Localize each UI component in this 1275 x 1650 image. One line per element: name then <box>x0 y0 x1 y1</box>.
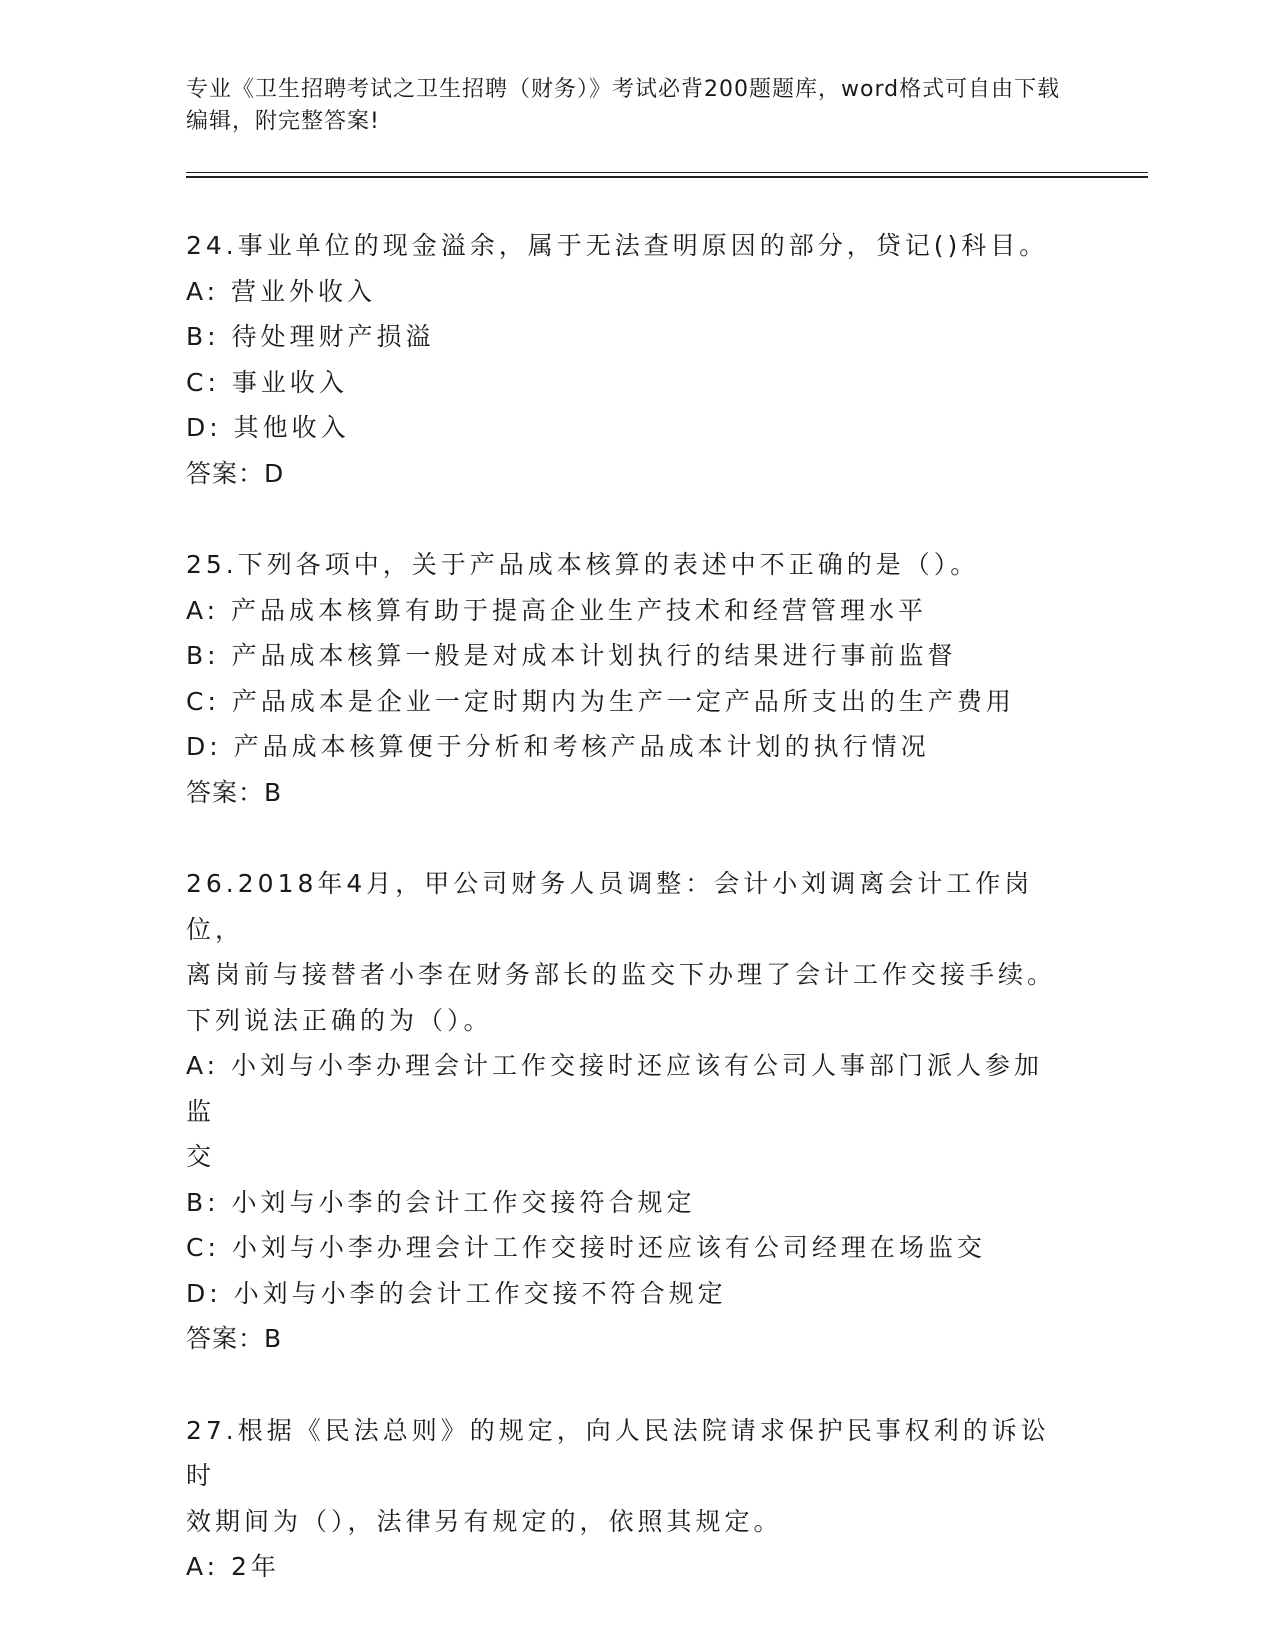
answer-line: 答案：B <box>186 1324 283 1353</box>
option-d: D: 小刘与小李的会计工作交接不符合规定 <box>186 1278 727 1308</box>
question-stem: 25.下列各项中，关于产品成本核算的表述中不正确的是（）。 <box>186 550 980 579</box>
document-header: 专业《卫生招聘考试之卫生招聘（财务）》考试必背200题题库，word格式可自由下载编辑，附完整答案! <box>186 77 1061 134</box>
question-stem-line-1: 27.根据《民法总则》的规定，向人民法院请求保护民事权利的诉讼时 <box>186 1415 1050 1490</box>
option-c: C: 产品成本是企业一定时期内为生产一定产品所支出的生产费用 <box>186 686 1015 716</box>
question-list <box>186 223 1066 1636</box>
option-a: A: 产品成本核算有助于提高企业生产技术和经营管理水平 <box>186 595 928 625</box>
question-26 <box>186 861 1066 1362</box>
option-d: D: 产品成本核算便于分析和考核产品成本计划的执行情况 <box>186 732 930 761</box>
question-stem-line-3: 下列说法正确的为（）。 <box>186 1005 493 1035</box>
option-a: A: 2年 <box>186 1552 280 1581</box>
question-24 <box>186 223 1066 496</box>
option-c: C: 事业收入 <box>186 367 348 397</box>
option-b: B: 产品成本核算一般是对成本计划执行的结果进行事前监督 <box>186 641 957 670</box>
option-b: B: 小刘与小李的会计工作交接符合规定 <box>186 1187 696 1217</box>
option-c: C: 小刘与小李办理会计工作交接时还应该有公司经理在场监交 <box>186 1233 986 1262</box>
question-stem: 24.事业单位的现金溢余，属于无法查明原因的部分，贷记()科目。 <box>186 231 1049 260</box>
option-a: A: 小刘与小李办理会计工作交接时还应该有公司人事部门派人参加监 <box>186 1051 1044 1126</box>
question-stem-line-1: 26.2018年4月，甲公司财务人员调整：会计小刘调离会计工作岗位， <box>186 869 1034 944</box>
option-b: B: 待处理财产损溢 <box>186 322 435 351</box>
header-divider-thick <box>186 176 1148 178</box>
question-stem-line-2: 离岗前与接替者小李在财务部长的监交下办理了会计工作交接手续。 <box>186 960 1057 989</box>
option-a: A: 营业外收入 <box>186 276 377 306</box>
option-a-continued: 交 <box>186 1142 216 1171</box>
option-d: D: 其他收入 <box>186 413 350 442</box>
question-27 <box>186 1408 1066 1590</box>
answer-line: 答案：B <box>186 777 283 807</box>
question-stem-line-2: 效期间为（），法律另有规定的，依照其规定。 <box>186 1506 783 1536</box>
answer-line: 答案：D <box>186 458 285 488</box>
question-25 <box>186 542 1066 815</box>
header-divider-thin <box>186 172 1148 173</box>
